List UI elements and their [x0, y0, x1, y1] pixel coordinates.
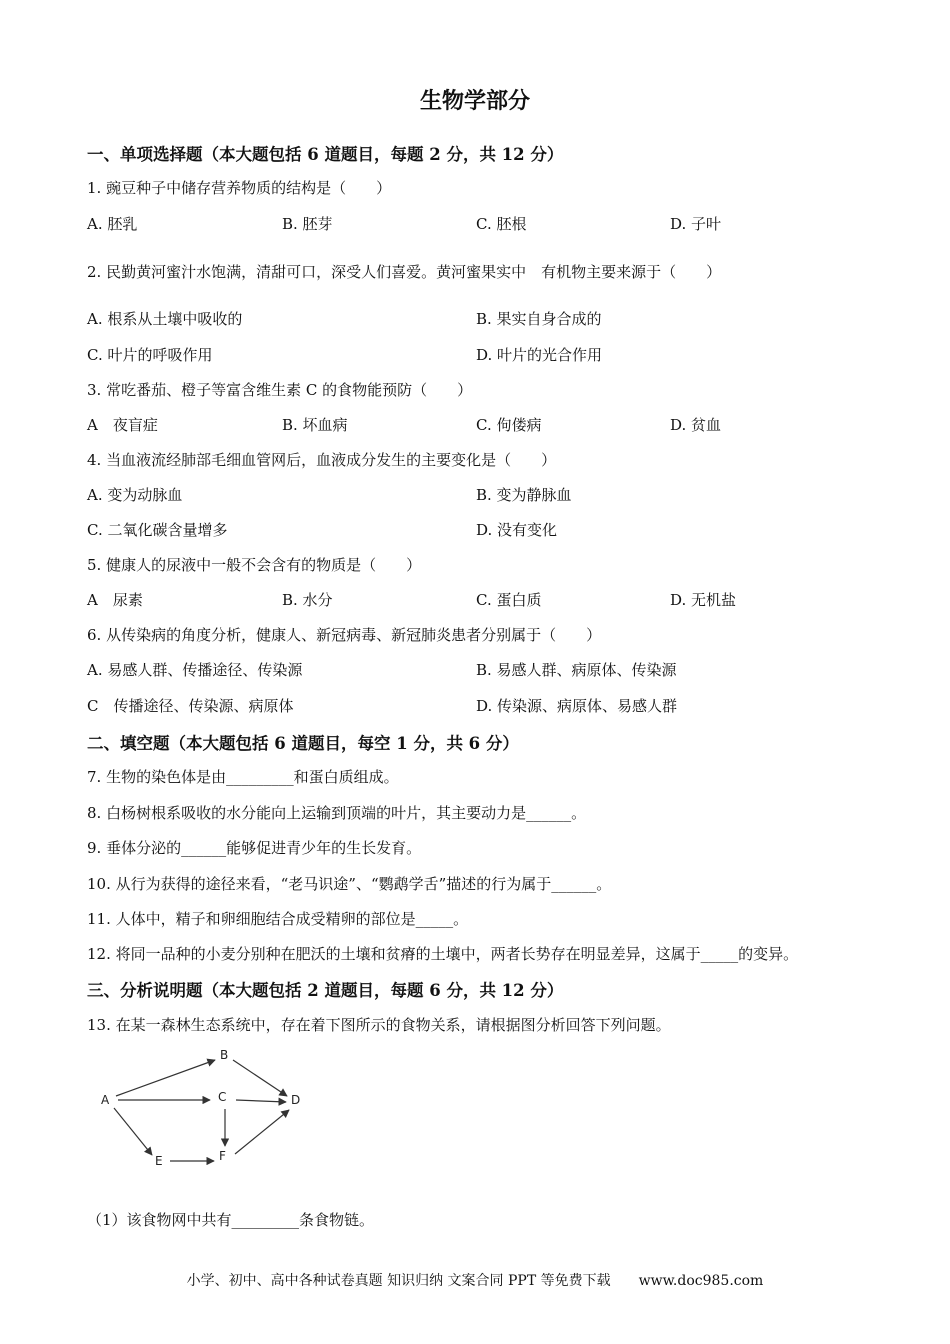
question-9: 9. 垂体分泌的______能够促进青少年的生长发育。	[87, 839, 422, 857]
edge-a-e	[114, 1108, 152, 1155]
question-6-option-b: B. 易感人群、病原体、传染源	[476, 661, 677, 679]
edge-c-d	[236, 1100, 286, 1102]
question-5-option-a: A 尿素	[87, 591, 143, 609]
question-3-option-c: C. 佝偻病	[476, 416, 542, 434]
node-f: F	[219, 1149, 226, 1163]
question-8: 8. 白杨树根系吸收的水分能向上运输到顶端的叶片，其主要动力是______。	[87, 804, 587, 822]
question-1-option-c: C. 胚根	[476, 215, 527, 233]
question-6-option-c: C 传播途径、传染源、病原体	[87, 697, 294, 715]
node-e: E	[155, 1154, 163, 1168]
question-4-option-a: A. 变为动脉血	[87, 486, 183, 504]
question-5-option-b: B. 水分	[282, 591, 333, 609]
question-5-option-c: C. 蛋白质	[476, 591, 542, 609]
question-3-option-b: B. 坏血病	[282, 416, 348, 434]
node-b: B	[220, 1048, 229, 1062]
question-2-option-a: A. 根系从土壤中吸收的	[87, 310, 243, 328]
node-a: A	[101, 1093, 110, 1107]
question-5-stem: 5. 健康人的尿液中一般不会含有的物质是（ ）	[87, 556, 422, 574]
question-6-option-d: D. 传染源、病原体、易感人群	[476, 697, 678, 715]
question-1-option-b: B. 胚芽	[282, 215, 333, 233]
question-13-part-1: （1）该食物网中共有_________条食物链。	[87, 1211, 375, 1229]
section-heading-1: 一、单项选择题（本大题包括 6 道题目，每题 2 分，共 12 分）	[87, 145, 564, 164]
section-heading-2: 二、填空题（本大题包括 6 道题目，每空 1 分，共 6 分）	[87, 734, 519, 753]
edge-b-d	[233, 1060, 287, 1096]
question-1-option-a: A. 胚乳	[87, 215, 138, 233]
section-heading-3: 三、分析说明题（本大题包括 2 道题目，每题 6 分，共 12 分）	[87, 981, 564, 1000]
edge-f-d	[235, 1110, 289, 1154]
node-d: D	[291, 1093, 301, 1107]
question-2-option-c: C. 叶片的呼吸作用	[87, 346, 213, 364]
question-7: 7. 生物的染色体是由_________和蛋白质组成。	[87, 768, 399, 786]
question-4-option-d: D. 没有变化	[476, 521, 558, 539]
question-3-option-d: D. 贫血	[670, 416, 722, 434]
page-footer: 小学、初中、高中各种试卷真题 知识归纳 文案合同 PPT 等免费下载 www.doc985.com	[186, 1273, 764, 1289]
question-10: 10. 从行为获得的途径来看，“老马识途”、“鹦鹉学舌”描述的行为属于______。	[87, 875, 612, 893]
page-title: 生物学部分	[419, 88, 530, 114]
question-13-stem: 13. 在某一森林生态系统中，存在着下图所示的食物关系，请根据图分析回答下列问题。	[87, 1016, 671, 1034]
node-c: C	[218, 1090, 227, 1104]
question-4-option-b: B. 变为静脉血	[476, 486, 572, 504]
question-4-option-c: C. 二氧化碳含量增多	[87, 521, 228, 539]
question-1-stem: 1. 豌豆种子中储存营养物质的结构是（ ）	[87, 179, 392, 197]
food-web-diagram	[92, 1040, 324, 1176]
edge-a-b	[116, 1060, 215, 1096]
question-11: 11. 人体中，精子和卵细胞结合成受精卵的部位是_____。	[87, 910, 469, 928]
question-2-stem: 2. 民勤黄河蜜汁水饱满，清甜可口，深受人们喜爱。黄河蜜果实中 有机物主要来源于（ ）	[87, 263, 722, 281]
question-3-stem: 3. 常吃番茄、橙子等富含维生素 C 的食物能预防（ ）	[87, 381, 473, 399]
question-4-stem: 4. 当血液流经肺部毛细血管网后，血液成分发生的主要变化是（ ）	[87, 451, 557, 469]
question-1-option-d: D. 子叶	[670, 215, 722, 233]
question-12: 12. 将同一品种的小麦分别种在肥沃的土壤和贫瘠的土壤中，两者长势存在明显差异，这属于_____的变异。	[87, 945, 799, 963]
question-6-stem: 6. 从传染病的角度分析，健康人、新冠病毒、新冠肺炎患者分别属于（ ）	[87, 626, 602, 644]
question-3-option-a: A 夜盲症	[87, 416, 158, 434]
question-5-option-d: D. 无机盐	[670, 591, 737, 609]
question-2-option-d: D. 叶片的光合作用	[476, 346, 603, 364]
question-6-option-a: A. 易感人群、传播途径、传染源	[87, 661, 303, 679]
question-2-option-b: B. 果实自身合成的	[476, 310, 602, 328]
